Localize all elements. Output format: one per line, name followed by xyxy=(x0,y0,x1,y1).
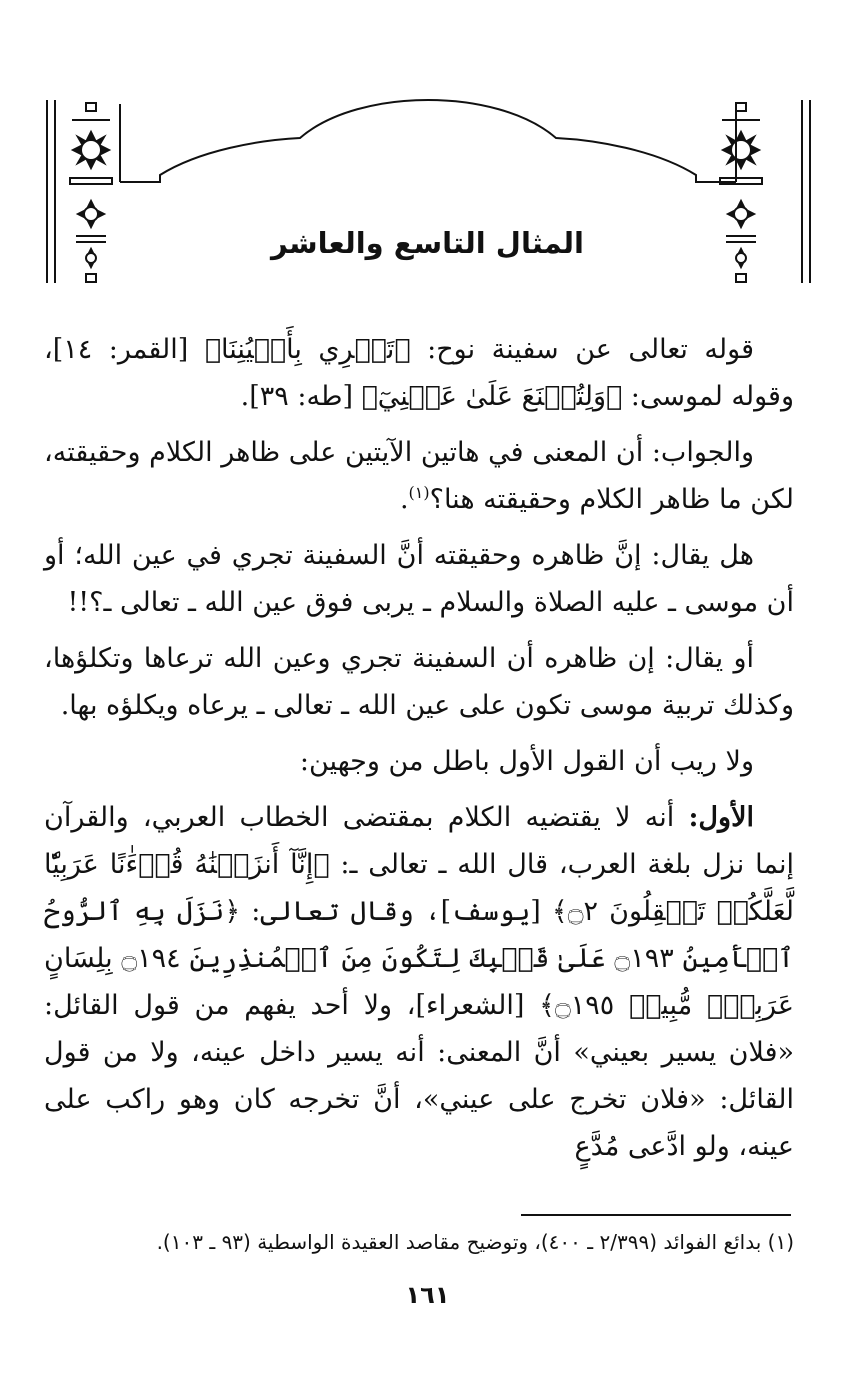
paragraph-1-text-b: [القمر: ١٤]، وقوله لموسى: xyxy=(44,334,794,412)
paragraph-5: ولا ريب أن القول الأول باطل من وجهين: xyxy=(299,746,754,777)
paragraph-1 xyxy=(44,326,794,420)
footnote: (١) بدائع الفوائد (٢/٣٩٩ ـ ٤٠٠)، وتوضيح مقاصد العقيدة الواسطية (٩٣ ـ ١٠٣). xyxy=(156,1230,794,1254)
paragraph-2-text: والجواب: أن المعنى في هاتين الآيتين على ظاهر الكلام وحقيقته، لكن ما ظاهر الكلام وحقيقته هنا؟ xyxy=(44,437,794,515)
paragraph-6-label: الأول: xyxy=(688,802,754,833)
footnote-separator xyxy=(521,1214,791,1216)
footnote-reference: (١) xyxy=(408,483,430,502)
right-sun-ornament-large xyxy=(720,103,762,184)
paragraph-6-text-b: [يوسف]، وقال تعالى: xyxy=(240,896,552,927)
quran-quote-yusuf: ﴿إِنَّآ أَنزَلۡنَٰهُ قُرۡءَٰنًا عَرَبِيّٗا لَّعَلَّكُمۡ تَعۡقِلُونَ ۝٢﴾ xyxy=(44,849,794,927)
paragraph-4: أو يقال: إن ظاهره أن السفينة تجري وعين الله ترعاها وتكلؤها، وكذلك تربية موسى تكون على عين الله ـ تعالى ـ يرعاه ويكلؤه بها. xyxy=(44,643,794,721)
quran-quote-qamar: ﴿تَجۡرِي بِأَعۡيُنِنَا﴾ xyxy=(204,334,411,365)
paragraph-2-end: . xyxy=(399,484,409,515)
paragraph-6-text-c: [الشعراء]، ولا أحد يفهم من قول القائل: «فلان يسير بعيني» أنَّ المعنى: أنه يسير داخل عينه، ولا من قول القائل: «فلان تخرج على عيني»، أنَّ تخرجه كان وهو راكب على عينه، ولو ادَّعى مُدَّعٍ xyxy=(44,990,794,1162)
quran-quote-shuara: ﴿نَزَلَ بِهِ ٱلرُّوحُ ٱلۡأَمِينُ ۝١٩٣ عَلَىٰ قَلۡبِكَ لِتَكُونَ مِنَ ٱلۡمُنذِرِينَ ۝١٩٤ بِلِسَانٍ عَرَبِيّٖ مُّبِينٖ ۝١٩٥﴾ xyxy=(44,896,795,1021)
paragraph-1-text-a: قوله تعالى عن سفينة نوح: xyxy=(410,334,754,365)
paragraph-6 xyxy=(44,794,794,1170)
paragraph-6-text-a: أنه لا يقتضيه الكلام بمقتضى الخطاب العربي، والقرآن إنما نزل بلغة العرب، قال الله ـ تعالى ـ: xyxy=(44,802,795,880)
left-sun-ornament-large xyxy=(70,103,112,184)
quran-quote-taha: ﴿وَلِتُصۡنَعَ عَلَىٰ عَيۡنِيٓ﴾ xyxy=(361,381,623,412)
page-number: ١٦١ xyxy=(405,1281,450,1309)
paragraph-2 xyxy=(44,429,794,523)
main-text xyxy=(44,326,794,1179)
section-title: المثال التاسع والعاشر xyxy=(271,226,584,260)
paragraph-3: هل يقال: إنَّ ظاهره وحقيقته أنَّ السفينة تجري في عين الله؛ أو أن موسى ـ عليه الصلاة والسلام ـ يربى فوق عين الله ـ تعالى ـ؟!! xyxy=(44,540,794,618)
paragraph-1-text-c: [طه: ٣٩]. xyxy=(240,381,362,412)
